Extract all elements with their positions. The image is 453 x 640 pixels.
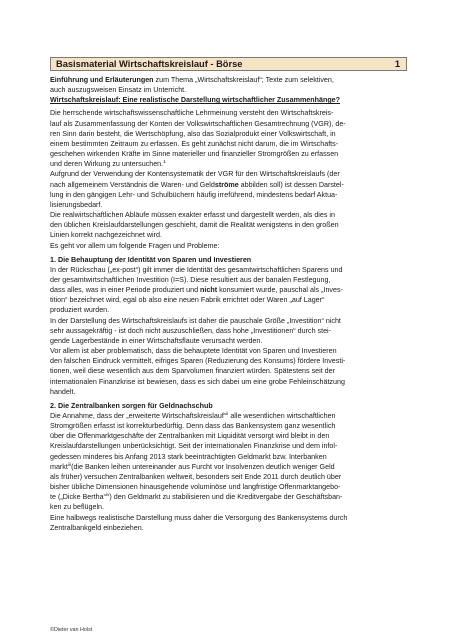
text-line: produziert wurden. xyxy=(50,306,110,315)
emphasis: ströme xyxy=(214,180,239,189)
footnote-marker: 1 xyxy=(163,160,166,166)
section-1-body xyxy=(50,265,407,397)
text-line: lisierungsbedarf. xyxy=(50,200,103,209)
text-line: sehr aussagekräftig - ist doch nicht auszuschließen, dass hohe „Investitionen“ durch stei- xyxy=(50,326,332,335)
text-line: einem bestimmten Zeitraum zu erfassen. Es geht zunächst nicht darum, die im Wirtschafts- xyxy=(50,139,339,148)
text-line: Kreislaufdarstellungen unberücksichtigt. Seit der internationalen Finanzkrise und dem infol- xyxy=(50,442,338,451)
section-2-body xyxy=(50,411,407,533)
paragraph-2 xyxy=(50,169,407,250)
intro-text: zum Thema „Wirtschaftskreislauf“; Texte zum selektiven, xyxy=(153,76,334,84)
text-line: Die herrschende wirtschaftswissenschaftliche Lehrmeinung versteht den Wirtschaftskreis- xyxy=(50,109,334,118)
text-line: und deren Wirkung zu untersuchen.$^1$ xyxy=(50,160,166,169)
text-line: lauf als Zusammenfassung der Konten der Volkswirtschaftlichen Gesamtrechnung (VGR), de- xyxy=(50,119,346,128)
text-line: Eine halbwegs realistische Darstellung muss daher die Versorgung des Bankensystems durch xyxy=(50,513,348,522)
text-line: ken zu beflügeln. xyxy=(50,503,104,512)
intro-line-2: auch auszugsweisen Einsatz im Unterricht. xyxy=(50,86,187,95)
document-page xyxy=(50,57,407,533)
text-line: Vor allem ist aber problematisch, dass die behauptete Identität von Sparen und Investieren xyxy=(50,347,337,356)
text-line: gende Lagerbestände in einer Wirtschaftsflaute verursacht werden. xyxy=(50,336,263,345)
text-line: bisher übliche Dimensionen hinausgehende voluminöse und langfristige Offenmarktangebo- xyxy=(50,483,341,492)
text-line: te („Dicke Bertha“$^{iv}$) den Geldmarkt zu stabilisieren und die Kreditvergabe der Geschäftsban- xyxy=(50,493,343,502)
footnote-marker: ii xyxy=(226,412,229,417)
text-line: der gesamtwirtschaftlichen Investition (I=S). Diese resultiert aus der banalen Festlegung, xyxy=(50,275,331,284)
text-line: Aufgrund der Verwendung der Kontensystematik der VGR für den Wirtschaftskreislaufs (der xyxy=(50,170,340,179)
section-heading: Wirtschaftskreislauf: Eine realistische Darstellung wirtschaftlicher Zusammenhänge? xyxy=(50,96,341,105)
page-number: 1 xyxy=(394,59,400,69)
footnote-marker: iii xyxy=(67,462,72,468)
text-line: handelt. xyxy=(50,387,76,396)
text-line: Stromgrößen erfasst ist korrekturbedürftig. Denn dass das Bankensystem ganz wesentlich xyxy=(50,422,336,431)
text-line: dass alles, was in einer Periode produziert und nicht konsumiert wurde, pauschal als „Inves- xyxy=(50,286,343,295)
text-line: lung in den gängigen Lehr- und Schulbüchern häufig irreführend, mindestens bedarf Aktua- xyxy=(50,190,338,199)
text-line: nach allgemeinem Verständnis die Waren- und Geldströme abbilden soll) ist dessen Darstel- xyxy=(50,180,344,189)
text-line: tition“ bezeichnet wird, egal ob also eine neuen Fabrik errichtet oder Waren „auf Lager“ xyxy=(50,296,325,305)
text-line: den üblichen Kreislaufdarstellungen geschieht, damit die Realität wenigstens in den großen xyxy=(50,221,339,230)
text-line: Die Annahme, dass der „erweiterte Wirtschaftskreislauf“$^{ii}$ alle wesentlichen wirtschaftlichen xyxy=(50,412,336,420)
intro-label: Einführung und Erläuterungen xyxy=(50,76,154,84)
text-line: markt$^{iii}$(die Banken leihen untereinander aus Furcht vor Insolvenzen deutlich weniger Geld xyxy=(50,462,335,471)
section-2-heading: 2. Die Zentralbanken sorgen für Geldnachschub xyxy=(50,401,213,410)
text-line: Die realwirtschaftlichen Abläufe müssen exakter erfasst und dargestellt werden, als dies in xyxy=(50,211,335,220)
text-line: In der Darstellung des Wirtschaftskreislaufs ist daher die pauschale Größe „Investition“ nicht xyxy=(50,316,341,325)
page-title: Basismaterial Wirtschaftskreislauf - Börse xyxy=(56,59,243,69)
text-line: den falschen Eindruck vermittelt, eifriges Sparen (Reduzierung des Konsums) fördere Investi- xyxy=(50,357,346,366)
section-1-heading: 1. Die Behauptung der Identität von Sparen und Investieren xyxy=(50,255,252,264)
footer-copyright: ©Dieter van Holst xyxy=(50,627,93,633)
text-line: In der Rückschau („ex-post“) gilt immer die Identität des gesamtwirtschaftlichen Sparens und xyxy=(50,265,343,274)
emphasis: nicht xyxy=(200,286,218,295)
text-line: tionen, weil diese wesentlich aus dem Sparvolumen finanziert würden. Spätestens seit der xyxy=(50,367,335,376)
footnote-marker: iv xyxy=(105,493,110,499)
header-bar xyxy=(50,57,407,71)
text-line: Es geht vor allem um folgende Fragen und Probleme: xyxy=(50,241,220,250)
paragraph-1 xyxy=(50,108,407,169)
text-line: Zentralbankgeld einbeziehen. xyxy=(50,523,144,532)
text-line: ren Sinn darin besteht, die Wertschöpfung, also das Sozialprodukt einer Volkswirtschaft, in xyxy=(50,129,336,138)
text-line: Linien korrekt nachgezeichnet wird. xyxy=(50,231,162,240)
text-line: geschehen wirkenden Kräfte im Sinne materieller und finanzieller Stromgrößen zu erfassen xyxy=(50,150,339,159)
text-line: als früher) versuchen Zentralbanken weltweit, besonders seit Ende 2011 durch deutlich über xyxy=(50,472,342,481)
text-line: gedessen minderes bis Anfang 2013 stark beeinträchtigten Geldmarkt bzw. Interbanken xyxy=(50,452,327,461)
intro-line-1 xyxy=(50,75,407,85)
text-line: über die Offenmarktgeschäfte der Zentralbanken mit Liquidität versorgt wird bleibt in den xyxy=(50,432,330,441)
text-line: internationalen Finanzkrise ist bewiesen, dass es sich dabei um eine grobe Fehleinschätzung xyxy=(50,377,345,386)
